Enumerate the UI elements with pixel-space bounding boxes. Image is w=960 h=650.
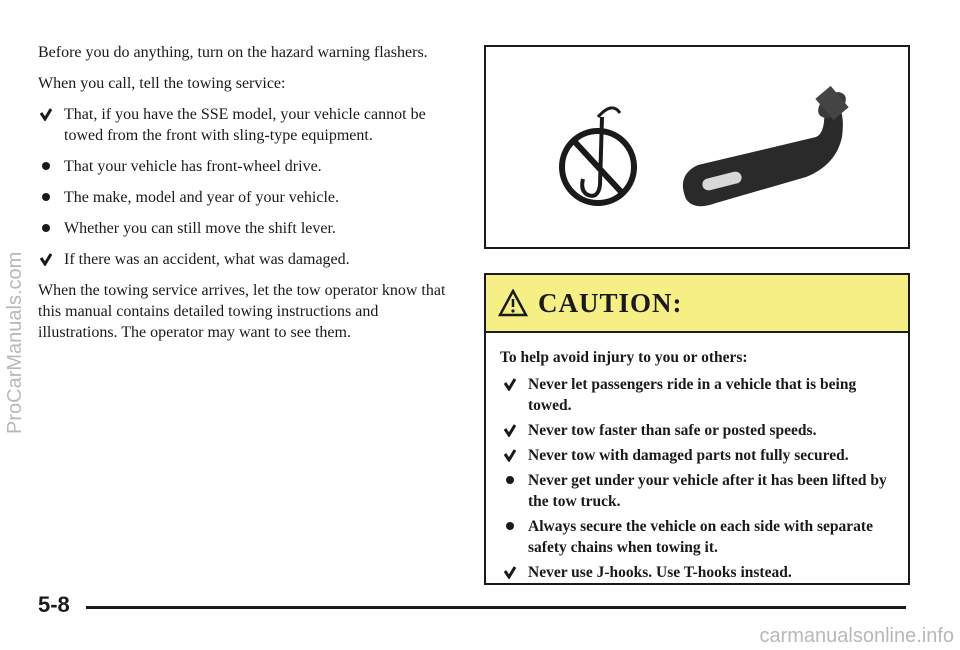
caution-intro: To help avoid injury to you or others:	[500, 349, 748, 366]
caution-body	[486, 333, 908, 583]
caution-title: CAUTION:	[538, 287, 683, 318]
footer-rule	[86, 606, 906, 609]
check-bullet-icon	[502, 445, 518, 469]
body-text-column	[38, 42, 458, 353]
caution-header	[486, 275, 908, 333]
hook-drawing	[486, 47, 908, 247]
list-item: That, if you have the SSE model, your vehicle cannot be towed from the front with sling-type equipment.	[38, 104, 458, 146]
list-item: Never tow with damaged parts not fully secured.	[500, 445, 896, 466]
towing-hook-illustration	[484, 45, 910, 249]
list-item: That your vehicle has front-wheel drive.	[38, 156, 458, 177]
list-item: Never get under your vehicle after it has been lifted by the tow truck.	[500, 470, 896, 512]
bottom-watermark: carmanualsonline.info	[759, 625, 954, 647]
check-bullet-icon	[38, 104, 54, 128]
round-bullet-icon	[502, 470, 518, 491]
list-item: Always secure the vehicle on each side with separate safety chains when towing it.	[500, 516, 896, 558]
list-item: Never tow faster than safe or posted speeds.	[500, 420, 896, 441]
hazard-instruction: Before you do anything, turn on the hazard warning flashers.	[38, 44, 428, 61]
no-j-hook-icon	[562, 108, 634, 203]
towing-info-list	[38, 104, 458, 270]
side-watermark: ProCarManuals.com	[4, 251, 26, 434]
list-item: The make, model and year of your vehicle.	[38, 187, 458, 208]
page-number: 5-8	[38, 592, 70, 617]
list-item: Never let passengers ride in a vehicle that is being towed.	[500, 374, 896, 416]
round-bullet-icon	[502, 516, 518, 537]
round-bullet-icon	[38, 218, 54, 239]
call-instruction: When you call, tell the towing service:	[38, 75, 286, 92]
round-bullet-icon	[38, 187, 54, 208]
round-bullet-icon	[38, 156, 54, 177]
check-bullet-icon	[502, 420, 518, 444]
list-item: If there was an accident, what was damaged.	[38, 249, 458, 270]
check-bullet-icon	[502, 562, 518, 586]
arrival-instruction: When the towing service arrives, let the tow operator know that this manual contains detailed towing instructions and illustrations. The operator may want to see them.	[38, 282, 446, 341]
check-bullet-icon	[502, 374, 518, 398]
list-item: Never use J-hooks. Use T-hooks instead.	[500, 562, 896, 583]
t-hook-icon	[683, 86, 851, 206]
caution-list	[500, 374, 896, 583]
warning-triangle-icon	[498, 289, 528, 317]
list-item: Whether you can still move the shift lever.	[38, 218, 458, 239]
caution-box	[484, 273, 910, 585]
page-footer	[38, 592, 906, 622]
check-bullet-icon	[38, 249, 54, 273]
